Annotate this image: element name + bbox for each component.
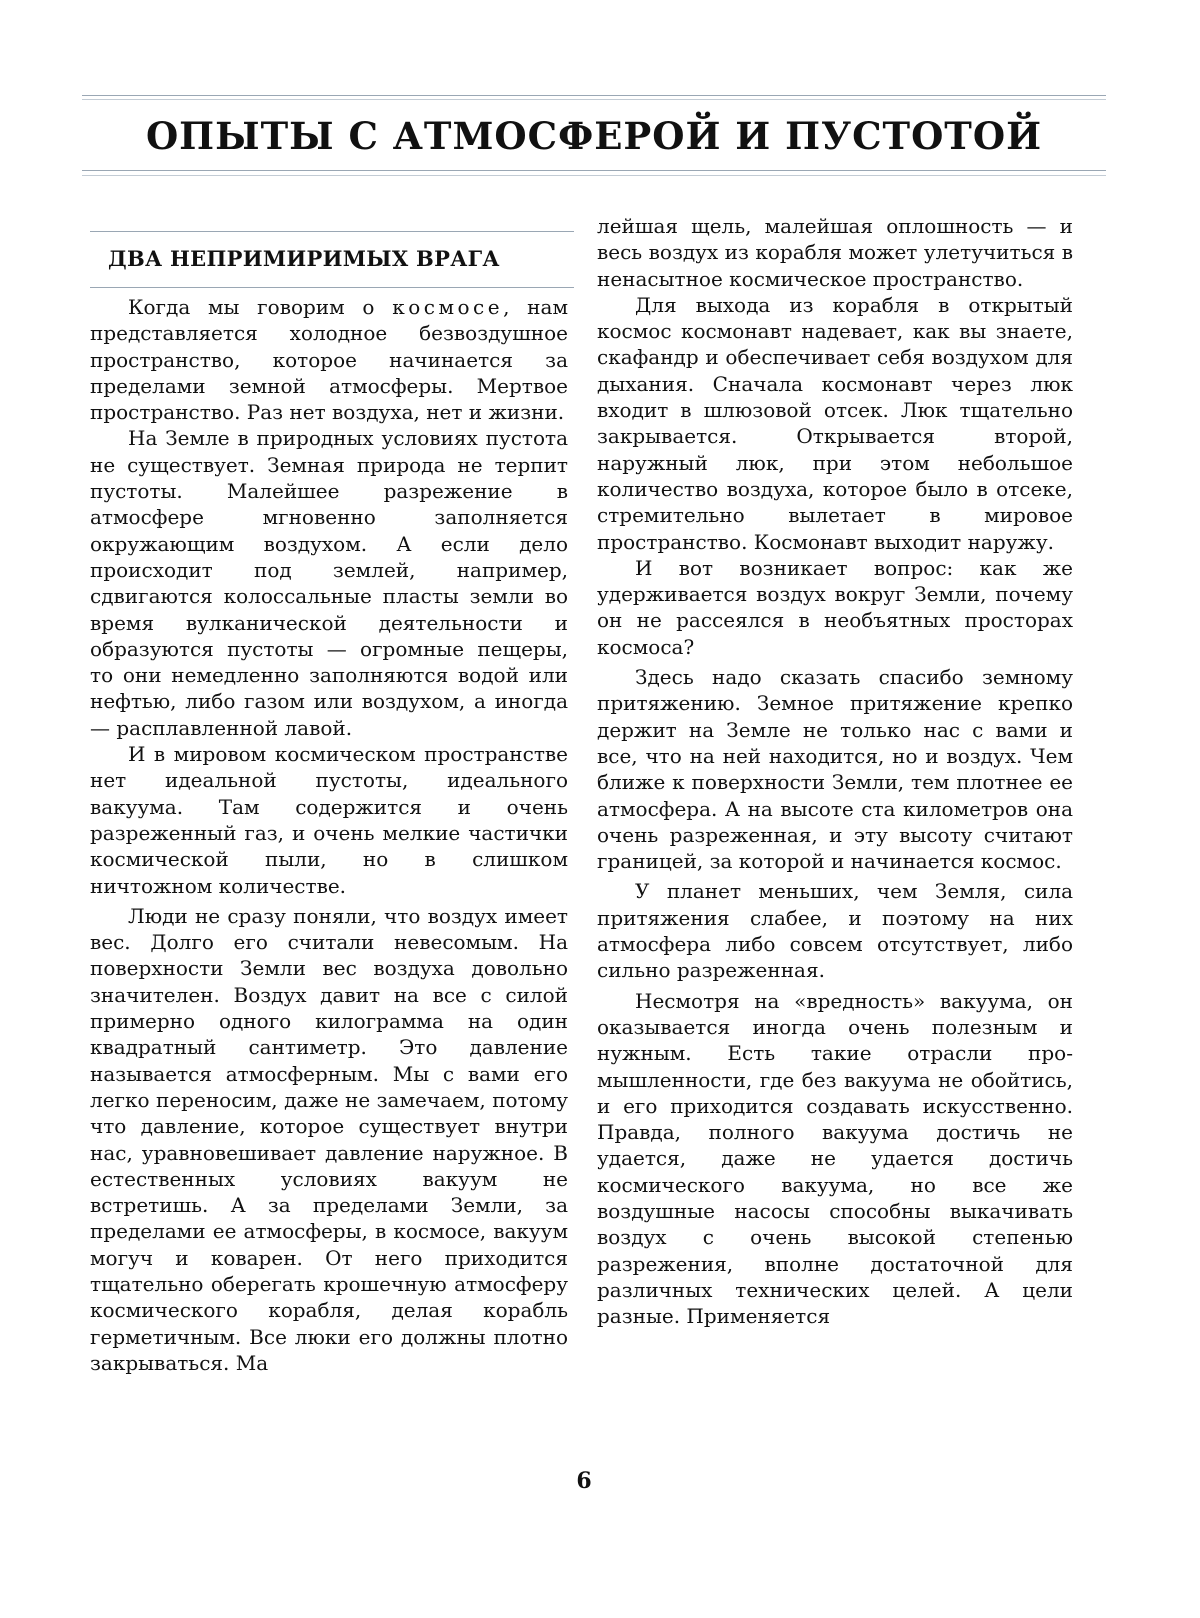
paragraph: Люди не сразу поняли, что воздух имеет вес. Долго его считали невесомым. На поверхности Земли вес воздуха довольно значителен. Воздух давит на все с силой примерно одного килограмма на один квадратный сантиметр. Это давление называется атмосферным. Мы с вами его легко переносим, даже не замечаем, потому что давление, которое существует внутри нас, уравновешивает давление наружное. В естественных условиях вакуум не встретишь. А за пределами Земли, за пределами ее атмосферы, в космосе, вакуум могуч и коварен. От него приходится тщательно оберегать крошечную атмосферу космического корабля, делая корабль герметичным. Все люки его должны плотно закрываться. Ма <box>90 903 568 1375</box>
paragraph-continued: лейшая щель, малейшая оплошность — и весь воздух из корабля может улетучиться в ненасытное космическое пространство. <box>597 214 1073 291</box>
paragraph: Здесь надо сказать спасибо земному притяжению. Земное притяжение крепко держит на Земле не только нас с вами и все, что на ней находится, но и воздух. Чем ближе к поверхности Земли, тем плотнее ее атмосфера. А на высоте ста километров она очень разреженная, и эту высоту считают границей, за которой и начинается космос. <box>597 665 1073 874</box>
left-column <box>90 294 568 1376</box>
section-rule-bottom <box>90 287 574 288</box>
paragraph: Несмотря на «вредность» вакуума, он оказывается иногда очень полезным и нужным. Есть такие отрасли промышленности, где без вакуума не обойтись, и его приходится создавать искусственно. Правда, полного вакуума достичь не удается, даже не удается достичь космического вакуума, но все же воздушные насосы способны выкачивать воздух с очень высокой степенью разрежения, вполне достаточной для различных технических целей. А цели разные. Применяется <box>597 988 1073 1329</box>
page-title: ОПЫТЫ С АТМОСФЕРОЙ И ПУСТОТОЙ <box>145 114 1043 158</box>
paragraph: Для выхода из корабля в открытый космос космонавт надевает, как вы знаете, скафандр и обеспечивает себя воздухом для дыхания. Сначала космонавт через люк входит в шлюзовой отсек. Люк тщательно закрывается. Открывается второй, наружный люк, при этом небольшое количество воздуха, которое было в отсеке, стремительно вылетает в мировое пространство. Космонавт выходит наружу. <box>597 292 1073 554</box>
right-column <box>597 213 1073 1329</box>
paragraph: На Земле в природных условиях пустота не существует. Земная природа не терпит пустоты. Малейшее разрежение в атмосфере мгновенно заполняется окружающим воздухом. А если дело происходит под землей, например, сдвигаются колоссальные пласты земли во время вулканической деятельности и образуются пустоты — огромные пещеры, то они немедленно заполняются водой или нефтью, либо газом или воздухом, а иногда — расплавленной лавой. <box>90 426 568 740</box>
header-rule-bottom-inner <box>82 175 1106 176</box>
paragraph: У планет меньших, чем Земля, сила притяжения слабее, и поэтому на них атмосфера либо совсем отсутствует, либо сильно разреженная. <box>597 879 1073 983</box>
page-number: 6 <box>576 1468 592 1494</box>
emphasized-word: космосе <box>392 295 504 319</box>
header-rule-top-inner <box>82 99 1106 100</box>
section-rule-top <box>90 231 574 232</box>
header-rule-bottom <box>82 170 1106 171</box>
header-rule-top <box>82 95 1106 96</box>
paragraph: И в мировом космическом пространстве нет идеальной пустоты, идеального вакуума. Там содержится и очень разреженный газ, и очень мелкие частички космической пыли, но в слишком ничтожном количестве. <box>90 742 568 898</box>
paragraph: Когда мы говорим о космосе, нам представляется холодное безвоздушное пространство, которое начинается за пределами земной атмосферы. Мертвое пространство. Раз нет воздуха, нет и жизни. <box>90 295 568 425</box>
section-title: ДВА НЕПРИМИРИМЫХ ВРАГА <box>108 246 500 271</box>
paragraph: И вот возникает вопрос: как же удерживается воздух вокруг Земли, почему он не рассеялся в необъятных просторах космоса? <box>597 555 1073 659</box>
